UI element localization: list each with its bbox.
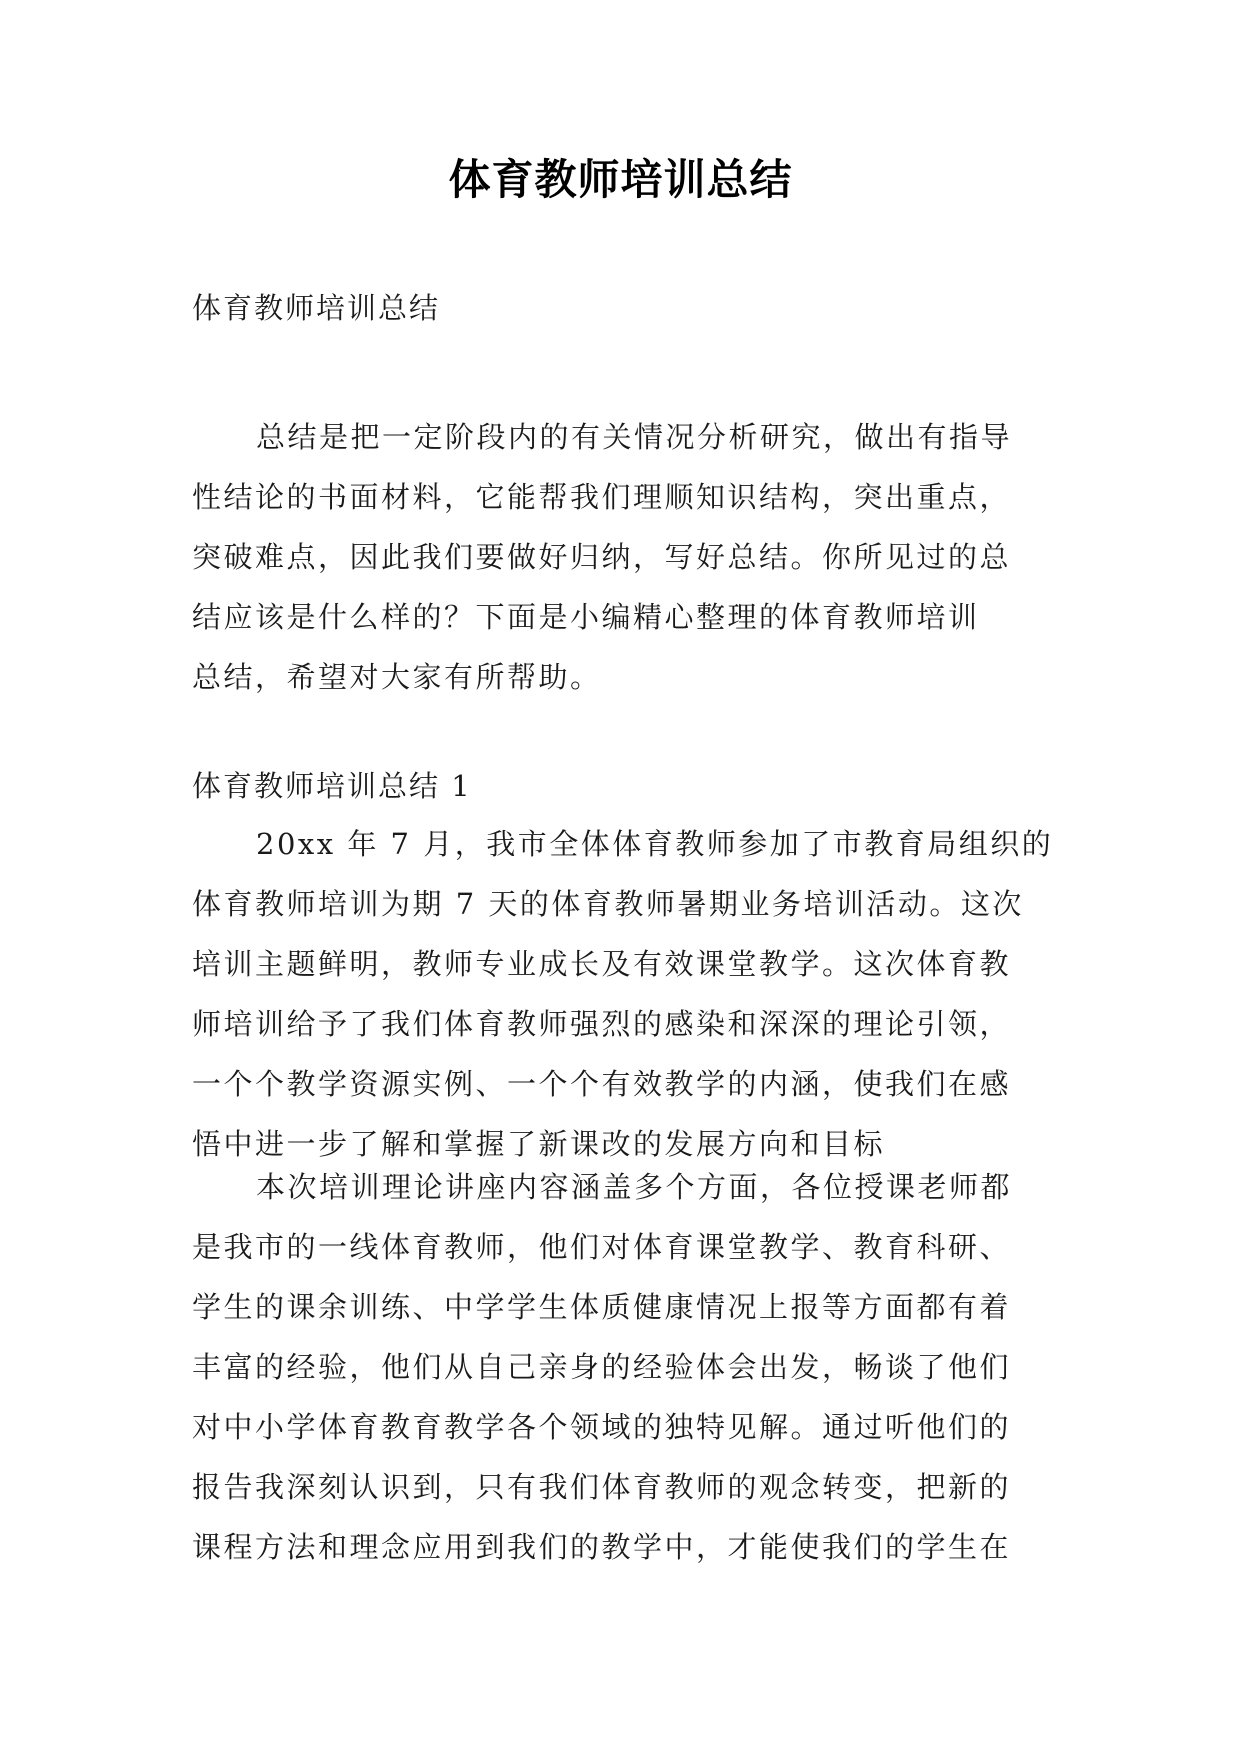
paragraph-line: 总结，希望对大家有所帮助。 (192, 660, 602, 694)
body-paragraph-2 (192, 1157, 1062, 1577)
document-title: 体育教师培训总结 (448, 155, 793, 204)
paragraph-line: 培训主题鲜明，教师专业成长及有效课堂教学。这次体育教 (192, 947, 1012, 981)
paragraph-line: 突破难点，因此我们要做好归纳，写好总结。你所见过的总 (192, 540, 1012, 574)
paragraph-line: 学生的课余训练、中学学生体质健康情况上报等方面都有着 (192, 1290, 1012, 1324)
intro-paragraph (192, 407, 1062, 707)
paragraph-line: 课程方法和理念应用到我们的教学中，才能使我们的学生在 (192, 1530, 1012, 1564)
paragraph-line: 一个个教学资源实例、一个个有效教学的内涵，使我们在感 (192, 1067, 1012, 1101)
paragraph-line: 体育教师培训为期 7 天的体育教师暑期业务培训活动。这次 (192, 887, 1024, 921)
paragraph-line: 总结是把一定阶段内的有关情况分析研究，做出有指导 (256, 420, 1013, 454)
paragraph-line: 丰富的经验，他们从自己亲身的经验体会出发，畅谈了他们 (192, 1350, 1012, 1384)
paragraph-line: 报告我深刻认识到，只有我们体育教师的观念转变，把新的 (192, 1470, 1012, 1504)
section-heading: 体育教师培训总结 1 (192, 769, 472, 803)
paragraph-line: 师培训给予了我们体育教师强烈的感染和深深的理论引领， (192, 1007, 1012, 1041)
paragraph-line: 对中小学体育教育教学各个领域的独特见解。通过听他们的 (192, 1410, 1012, 1444)
paragraph-line: 20xx 年 7 月，我市全体体育教师参加了市教育局组织的 (256, 827, 1054, 861)
paragraph-line: 是我市的一线体育教师，他们对体育课堂教学、教育科研、 (192, 1230, 1012, 1264)
paragraph-line: 性结论的书面材料，它能帮我们理顺知识结构，突出重点， (192, 480, 1012, 514)
document-subtitle: 体育教师培训总结 (192, 291, 441, 325)
paragraph-line: 悟中进一步了解和掌握了新课改的发展方向和目标 (192, 1127, 886, 1161)
paragraph-line: 本次培训理论讲座内容涵盖多个方面，各位授课老师都 (256, 1170, 1013, 1204)
paragraph-line: 结应该是什么样的？下面是小编精心整理的体育教师培训 (192, 600, 980, 634)
body-paragraph-1 (192, 814, 1062, 1174)
